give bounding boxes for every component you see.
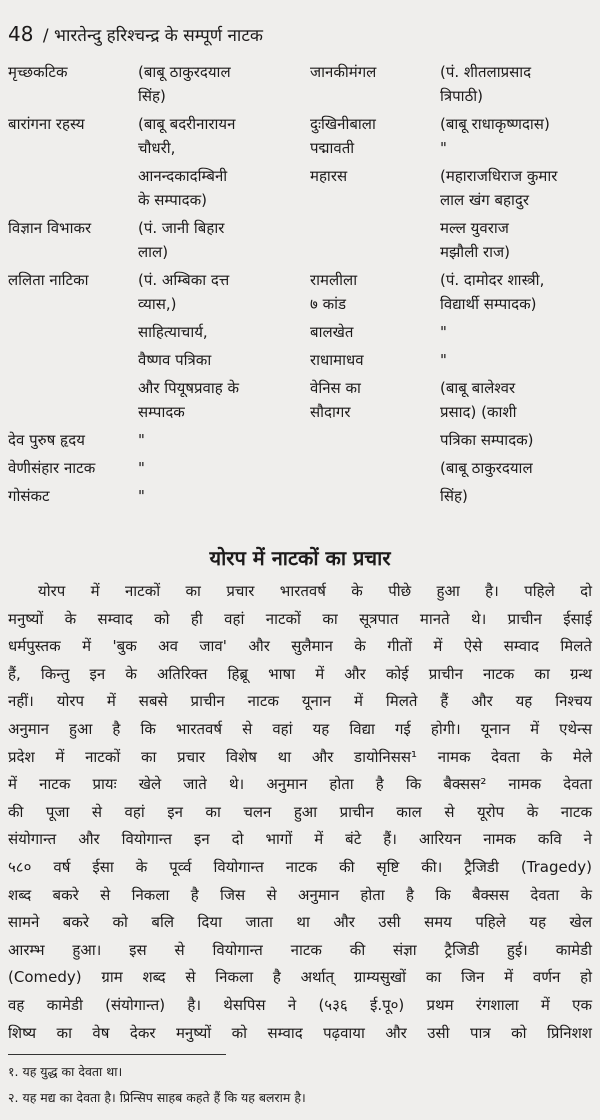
- table-cell-c3: [310, 348, 364, 372]
- table-row: [0, 216, 600, 268]
- table-cell-c1: [8, 164, 13, 188]
- table-cell-c4: [440, 112, 550, 160]
- cell-line: और पियूषप्रवाह के: [138, 379, 240, 397]
- page-header: [8, 22, 263, 46]
- text-line: ५८० वर्ष ईसा के पूर्व्व वियोगान्त नाटक की सृष्टि की। ट्रैजिडी (Tragedy): [8, 857, 592, 876]
- text-line: सामने बकरे को बलि दिया जाता था और उसी समय पहिले यह खेल: [8, 913, 592, 932]
- cell-line: ": [138, 431, 145, 449]
- cell-line: त्रिपाठी): [440, 87, 484, 105]
- text-line: शब्द बकरे से निकला है जिस से अनुमान होता है कि बैक्सस देवता के: [8, 885, 592, 904]
- table-cell-c2: [138, 268, 229, 316]
- table-cell-c3: [310, 320, 353, 344]
- cell-line: [310, 484, 315, 508]
- book-title: भारतेन्दु हरिश्चन्द्र के सम्पूर्ण नाटक: [54, 26, 263, 46]
- table-cell-c4: [440, 348, 447, 372]
- footnote-1: १. यह युद्ध का देवता था।: [8, 1064, 123, 1079]
- cell-line: बारांगना रहस्य: [8, 115, 85, 133]
- cell-line: ": [138, 459, 145, 477]
- cell-line: [8, 320, 13, 344]
- text-line: मनुष्यों के सम्वाद को ही वहां नाटकों का सूत्रपात मानते थे। प्राचीन ईसाई: [8, 609, 592, 628]
- cell-line: जानकीमंगल: [310, 63, 377, 81]
- table-cell-c2: [138, 484, 145, 508]
- cell-line: (बाबू बालेश्वर: [440, 379, 516, 397]
- cell-line: दुःखिनीबाला: [310, 115, 376, 133]
- cell-line: ": [440, 351, 447, 369]
- cell-line: (बाबू ठाकुरदयाल: [440, 459, 533, 477]
- table-cell-c2: [138, 320, 208, 344]
- table-cell-c3: [310, 164, 347, 188]
- table-row: [0, 268, 600, 320]
- cell-line: (बाबू बदरीनारायन: [138, 115, 236, 133]
- table-row: [0, 376, 600, 428]
- header-separator: /: [42, 26, 49, 46]
- text-line: वह कामेडी (संयोगान्त) है। थेसपिस ने (५३६ ई.पू०) प्रथम रंगशाला में एक: [8, 995, 592, 1014]
- table-cell-c3: [310, 376, 361, 424]
- section-body: [8, 578, 592, 1047]
- text-line: की पूजा से वहां इन का चलन हुआ प्राचीन काल से यूरोप के नाटक: [8, 802, 592, 821]
- table-row: [0, 112, 600, 164]
- plays-table: [0, 60, 600, 512]
- cell-line: [310, 456, 315, 480]
- table-cell-c1: [8, 456, 95, 480]
- cell-line: बालखेत: [310, 323, 354, 341]
- cell-line: ७ कांड: [310, 295, 346, 313]
- table-cell-c2: [138, 428, 145, 452]
- table-cell-c3: [310, 268, 357, 316]
- text-line: नहीं। योरप में सबसे प्राचीन नाटक यूनान में मिलते हैं और यह निश्चय: [8, 692, 592, 711]
- cell-line: (बाबू राधाकृष्णदास): [440, 115, 550, 133]
- cell-line: [8, 376, 13, 400]
- table-cell-c4: [440, 164, 557, 212]
- text-line: (Comedy) ग्राम शब्द से निकला है अर्थात् ग्राम्यसुखों का जिन में वर्णन हो: [8, 968, 592, 987]
- cell-line: के सम्पादक): [138, 191, 207, 209]
- cell-line: मल्ल युवराज: [440, 219, 509, 237]
- cell-line: प्रसाद) (काशी: [440, 403, 517, 421]
- cell-line: (पं. शीतलाप्रसाद: [440, 63, 532, 81]
- cell-line: ललिता नाटिका: [8, 271, 89, 289]
- table-cell-c1: [8, 268, 89, 292]
- cell-line: आनन्दकादम्बिनी: [138, 167, 228, 185]
- table-row: [0, 320, 600, 348]
- table-row: [0, 164, 600, 216]
- table-cell-c2: [138, 164, 227, 212]
- cell-line: चौधरी,: [138, 139, 176, 157]
- table-cell-c1: [8, 60, 68, 84]
- table-cell-c3: [310, 456, 315, 480]
- cell-line: सिंह): [440, 487, 468, 505]
- text-line: प्रदेश में नाटकों का प्रचार विशेष था और डायोनिसस¹ नामक देवता के मेले: [8, 747, 592, 766]
- table-row: [0, 348, 600, 376]
- table-cell-c4: [440, 320, 447, 344]
- table-row: [0, 456, 600, 484]
- cell-line: [8, 164, 13, 188]
- text-line: अनुमान हुआ है कि भारतवर्ष से वहां यह विद्या गई होगी। यूनान में एथेन्स: [8, 719, 592, 738]
- cell-line: वेणीसंहार नाटक: [8, 459, 96, 477]
- table-cell-c3: [310, 60, 376, 84]
- table-cell-c3: [310, 484, 315, 508]
- cell-line: लाल): [138, 243, 169, 261]
- table-cell-c1: [8, 112, 85, 136]
- cell-line: व्यास,): [138, 295, 177, 313]
- table-row: [0, 484, 600, 512]
- table-cell-c4: [440, 456, 533, 480]
- cell-line: पत्रिका सम्पादक): [440, 431, 534, 449]
- table-cell-c4: [440, 484, 468, 508]
- cell-line: विज्ञान विभाकर: [8, 219, 92, 237]
- cell-line: [310, 428, 315, 452]
- cell-line: ": [440, 323, 447, 341]
- table-cell-c4: [440, 60, 531, 108]
- table-cell-c2: [138, 112, 235, 160]
- cell-line: सम्पादक: [138, 403, 185, 421]
- table-cell-c2: [138, 456, 145, 480]
- cell-line: (पं. दामोदर शास्त्री,: [440, 271, 545, 289]
- cell-line: ": [440, 139, 447, 157]
- table-cell-c1: [8, 348, 13, 372]
- cell-line: पद्मावती: [310, 139, 355, 157]
- cell-line: महारस: [310, 167, 348, 185]
- cell-line: सिंह): [138, 87, 166, 105]
- table-cell-c4: [440, 376, 517, 424]
- cell-line: विद्यार्थी सम्पादक): [440, 295, 537, 313]
- table-cell-c1: [8, 376, 13, 400]
- text-line: हैं, किन्तु इन के अतिरिक्त हिब्रू भाषा में और कोई प्राचीन नाटक का ग्रन्थ: [8, 664, 592, 683]
- text-line: धर्मपुस्तक में 'बुक अव जाव' और सुलैमान के गीतों में ऐसे सम्वाद मिलते: [8, 637, 592, 656]
- table-cell-c4: [440, 268, 544, 316]
- table-cell-c2: [138, 60, 231, 108]
- table-cell-c1: [8, 216, 91, 240]
- cell-line: ": [138, 487, 145, 505]
- text-line: शिष्य का वेष देकर मनुष्यों को सम्वाद पढ़वाया और उसी पात्र को प्रिनिशश: [8, 1023, 592, 1042]
- cell-line: (पं. अम्बिका दत्त: [138, 271, 230, 289]
- table-cell-c1: [8, 320, 13, 344]
- cell-line: राधामाधव: [310, 351, 364, 369]
- table-row: [0, 428, 600, 456]
- text-line: संयोगान्त और वियोगान्त इन दो भागों में बंटे हैं। आरियन नामक कवि ने: [8, 830, 592, 849]
- table-cell-c3: [310, 216, 315, 240]
- text-line: में नाटक प्रायः खेले जाते थे। अनुमान होता है कि बैक्सस² नामक देवता: [8, 775, 592, 794]
- table-cell-c1: [8, 484, 50, 508]
- table-cell-c4: [440, 216, 510, 264]
- cell-line: (महाराजधिराज कुमार: [440, 167, 558, 185]
- page-number: 48: [8, 22, 34, 46]
- cell-line: देव पुरुष हृदय: [8, 431, 85, 449]
- cell-line: [310, 216, 315, 240]
- table-cell-c2: [138, 348, 211, 372]
- table-cell-c3: [310, 428, 315, 452]
- footnote-divider: [8, 1054, 226, 1055]
- cell-line: गोसंकट: [8, 487, 50, 505]
- cell-line: साहित्याचार्य,: [138, 323, 208, 341]
- footnote-2: २. यह मद्य का देवता है। प्रिन्सिप साहब कहते हैं कि यह बलराम है।: [8, 1090, 306, 1105]
- cell-line: (पं. जानी बिहार: [138, 219, 225, 237]
- cell-line: सौदागर: [310, 403, 351, 421]
- table-cell-c2: [138, 376, 239, 424]
- cell-line: वैष्णव पत्रिका: [138, 351, 212, 369]
- cell-line: मझौली राज): [440, 243, 511, 261]
- cell-line: रामलीला: [310, 271, 358, 289]
- cell-line: मृच्छकटिक: [8, 63, 68, 81]
- table-cell-c1: [8, 428, 85, 452]
- cell-line: [8, 348, 13, 372]
- table-cell-c2: [138, 216, 224, 264]
- cell-line: वेनिस का: [310, 379, 361, 397]
- table-row: [0, 60, 600, 112]
- table-cell-c3: [310, 112, 376, 160]
- table-cell-c4: [440, 428, 534, 452]
- text-line: आरम्भ हुआ। इस से वियोगान्त नाटक की संज्ञा ट्रैजिडी हुई। कामेडी: [8, 940, 592, 959]
- cell-line: (बाबू ठाकुरदयाल: [138, 63, 231, 81]
- section-heading: योरप में नाटकों का प्रचार: [209, 546, 391, 570]
- cell-line: लाल खंग बहादुर: [440, 191, 529, 209]
- text-line: योरप में नाटकों का प्रचार भारतवर्ष के पीछे हुआ है। पहिले दो: [38, 582, 592, 600]
